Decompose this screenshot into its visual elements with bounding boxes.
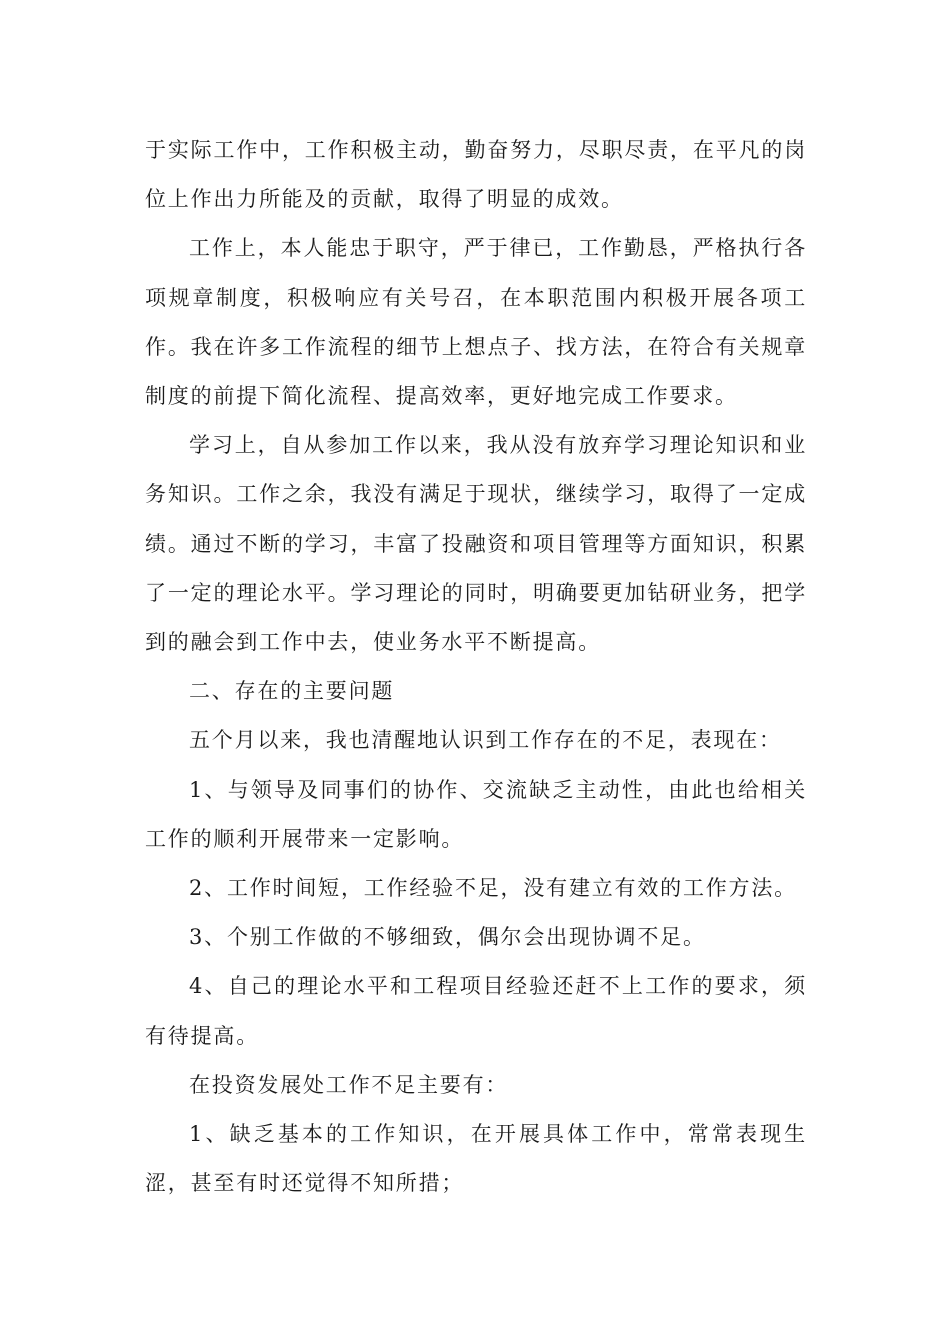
list-item-4: 4、自己的理论水平和工程项目经验还赶不上工作的要求，须有待提高。 [145,974,807,1048]
paragraph-intro-shortcomings: 五个月以来，我也清醒地认识到工作存在的不足，表现在： [189,728,782,753]
list-item-3: 3、个别工作做的不够细致，偶尔会出现协调不足。 [189,925,706,950]
list-item-2: 2、工作时间短，工作经验不足，没有建立有效的工作方法。 [189,876,797,901]
paragraph-work: 工作上，本人能忠于职守，严于律已，工作勤恳，严格执行各项规章制度，积极响应有关号召，在本职范围内积极开展各项工作。我在许多工作流程的细节上想点子、找方法，在符合有关规章制度的前提下简化流程、提高效率，更好地完成工作要求。 [145,236,807,409]
paragraph-department-shortcomings: 在投资发展处工作不足主要有： [189,1072,509,1097]
document-body [145,126,807,1208]
list-item-dept-1: 1、缺乏基本的工作知识，在开展具体工作中，常常表现生涩，甚至有时还觉得不知所措； [145,1122,807,1196]
paragraph-continuation: 于实际工作中，工作积极主动，勤奋努力，尽职尽责，在平凡的岗位上作出力所能及的贡献，取得了明显的成效。 [145,138,807,212]
section-heading-problems: 二、存在的主要问题 [189,679,395,704]
paragraph-study: 学习上，自从参加工作以来，我从没有放弃学习理论知识和业务知识。工作之余，我没有满足于现状，继续学习，取得了一定成绩。通过不断的学习，丰富了投融资和项目管理等方面知识，积累了一定的理论水平。学习理论的同时，明确要更加钻研业务，把学到的融会到工作中去，使业务水平不断提高。 [145,433,807,655]
list-item-1: 1、与领导及同事们的协作、交流缺乏主动性，由此也给相关工作的顺利开展带来一定影响。 [145,777,807,851]
